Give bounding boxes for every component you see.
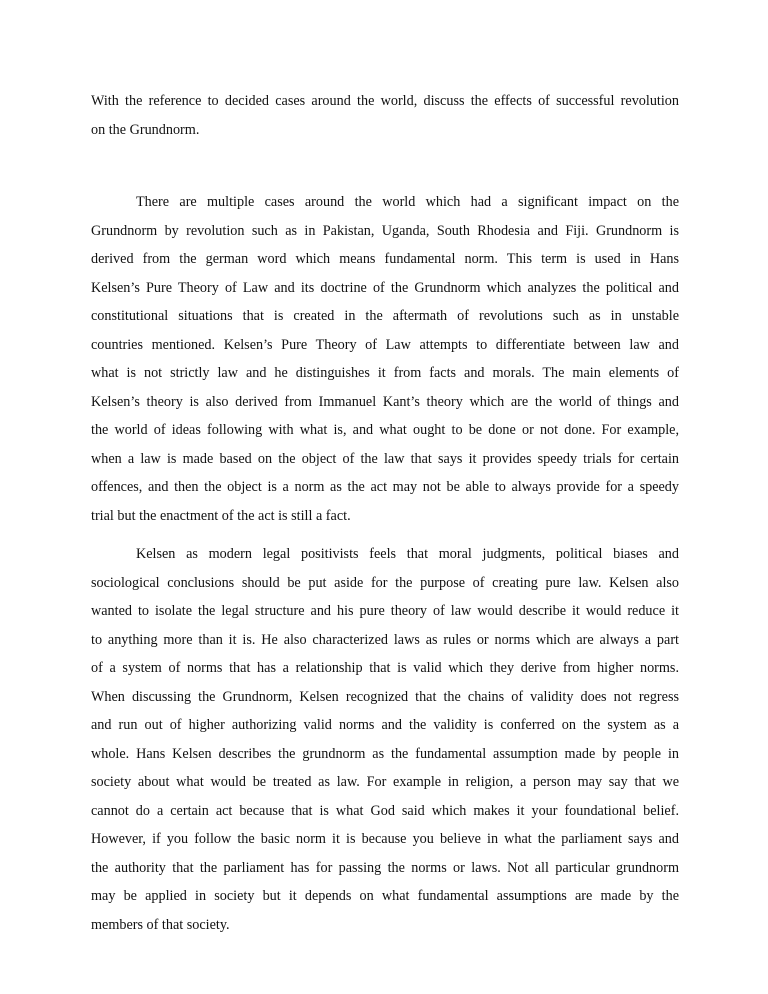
paragraph-line: wanted to isolate the legal structure and his pure theory of law would describe it would reduce it (91, 603, 679, 619)
paragraph-line: When discussing the Grundnorm, Kelsen recognized that the chains of validity does not regress (91, 689, 679, 705)
paragraph-line: sociological conclusions should be put aside for the purpose of creating pure law. Kelsen also (91, 575, 679, 591)
paragraph-line: Kelsen’s Pure Theory of Law and its doctrine of the Grundnorm which analyzes the political and (91, 280, 679, 296)
paragraph-line: when a law is made based on the object of the law that says it provides speedy trials for certain (91, 451, 679, 467)
paragraph-line: Grundnorm by revolution such as in Pakistan, Uganda, South Rhodesia and Fiji. Grundnorm is (91, 223, 679, 239)
paragraph-line: cannot do a certain act because that is what God said which makes it your foundational belief. (91, 803, 679, 819)
paragraph-line: members of that society. (91, 917, 230, 933)
paragraph-line: constitutional situations that is created in the aftermath of revolutions such as in unstable (91, 308, 679, 324)
paragraph-line: the authority that the parliament has for passing the norms or laws. Not all particular grundnorm (91, 860, 679, 876)
paragraph-line: of a system of norms that has a relationship that is valid which they derive from higher norms. (91, 660, 679, 676)
paragraph-line: what is not strictly law and he distinguishes it from facts and morals. The main elements of (91, 365, 679, 381)
paragraph-line: and run out of higher authorizing valid norms and the validity is conferred on the system as a (91, 717, 679, 733)
paragraph-line: whole. Hans Kelsen describes the grundnorm as the fundamental assumption made by people in (91, 746, 679, 762)
paragraph-line: society about what would be treated as law. For example in religion, a person may say that we (91, 774, 679, 790)
paragraph-line: Kelsen as modern legal positivists feels that moral judgments, political biases and (136, 546, 679, 562)
paragraph-line: to anything more than it is. He also characterized laws as rules or norms which are always a part (91, 632, 679, 648)
paragraph-line: derived from the german word which means fundamental norm. This term is used in Hans (91, 251, 679, 267)
paragraph-line: However, if you follow the basic norm it is because you believe in what the parliament says and (91, 831, 679, 847)
paragraph-line: the world of ideas following with what is, and what ought to be done or not done. For example, (91, 422, 679, 438)
paragraph-line: offences, and then the object is a norm as the act may not be able to always provide for a speedy (91, 479, 679, 495)
paragraph-line: trial but the enactment of the act is still a fact. (91, 508, 351, 524)
question-line: With the reference to decided cases around the world, discuss the effects of successful revolution (91, 93, 679, 109)
paragraph-line: Kelsen’s theory is also derived from Immanuel Kant’s theory which are the world of things and (91, 394, 679, 410)
paragraph-line: There are multiple cases around the world which had a significant impact on the (136, 194, 679, 210)
question-line: on the Grundnorm. (91, 122, 200, 138)
paragraph-line: may be applied in society but it depends on what fundamental assumptions are made by the (91, 888, 679, 904)
paragraph-line: countries mentioned. Kelsen’s Pure Theory of Law attempts to differentiate between law and (91, 337, 679, 353)
